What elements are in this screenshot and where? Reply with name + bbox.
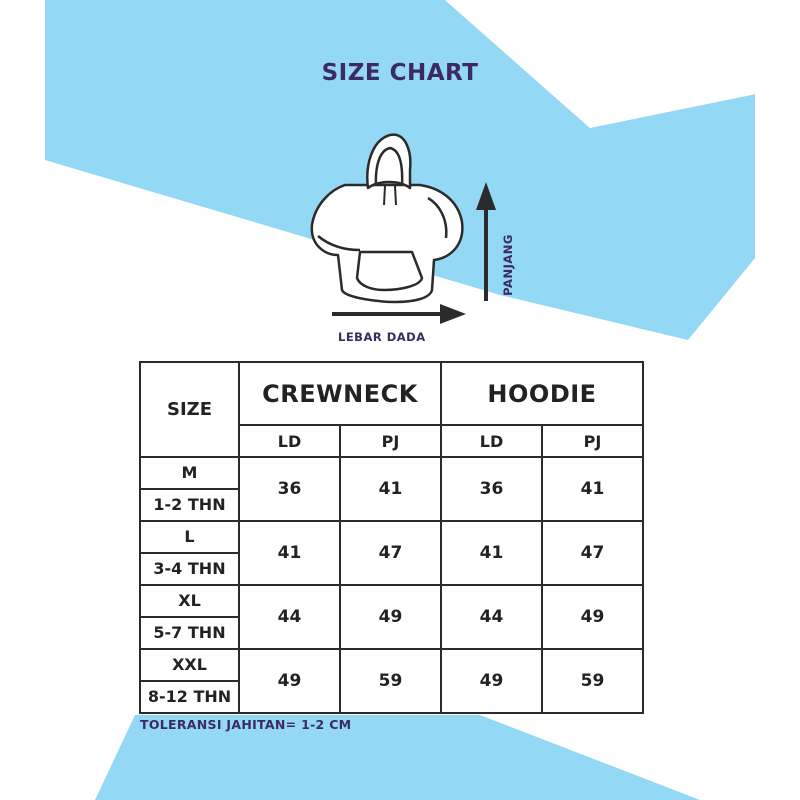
value-cell: 49 xyxy=(542,585,643,649)
hoodie-icon xyxy=(312,135,463,302)
table-row xyxy=(140,585,643,617)
value-cell: 41 xyxy=(239,521,340,585)
size-table xyxy=(139,361,644,714)
group-header-hoodie: HOODIE xyxy=(441,362,643,425)
width-arrow xyxy=(332,304,466,324)
age-cell: 5-7 THN xyxy=(140,617,239,649)
length-arrow xyxy=(476,182,496,301)
table-row xyxy=(140,649,643,681)
size-cell: M xyxy=(140,457,239,489)
value-cell: 36 xyxy=(239,457,340,521)
size-header: SIZE xyxy=(140,362,239,457)
tolerance-note: TOLERANSI JAHITAN= 1-2 CM xyxy=(140,717,352,732)
subheader-ld: LD xyxy=(239,425,340,457)
age-cell: 8-12 THN xyxy=(140,681,239,713)
value-cell: 49 xyxy=(441,649,542,713)
subheader-pj: PJ xyxy=(340,425,441,457)
value-cell: 49 xyxy=(239,649,340,713)
value-cell: 44 xyxy=(239,585,340,649)
table-header-row xyxy=(140,362,643,425)
value-cell: 36 xyxy=(441,457,542,521)
subheader-ld: LD xyxy=(441,425,542,457)
size-cell: L xyxy=(140,521,239,553)
size-cell: XXL xyxy=(140,649,239,681)
table-row xyxy=(140,521,643,553)
value-cell: 59 xyxy=(542,649,643,713)
width-label: LEBAR DADA xyxy=(338,330,426,344)
page-title: SIZE CHART xyxy=(321,60,479,86)
value-cell: 49 xyxy=(340,585,441,649)
value-cell: 44 xyxy=(441,585,542,649)
table-row xyxy=(140,457,643,489)
group-header-crewneck: CREWNECK xyxy=(239,362,441,425)
length-label: PANJANG xyxy=(501,234,515,296)
value-cell: 41 xyxy=(340,457,441,521)
value-cell: 59 xyxy=(340,649,441,713)
subheader-pj: PJ xyxy=(542,425,643,457)
value-cell: 47 xyxy=(340,521,441,585)
age-cell: 3-4 THN xyxy=(140,553,239,585)
value-cell: 41 xyxy=(441,521,542,585)
value-cell: 41 xyxy=(542,457,643,521)
age-cell: 1-2 THN xyxy=(140,489,239,521)
size-cell: XL xyxy=(140,585,239,617)
value-cell: 47 xyxy=(542,521,643,585)
